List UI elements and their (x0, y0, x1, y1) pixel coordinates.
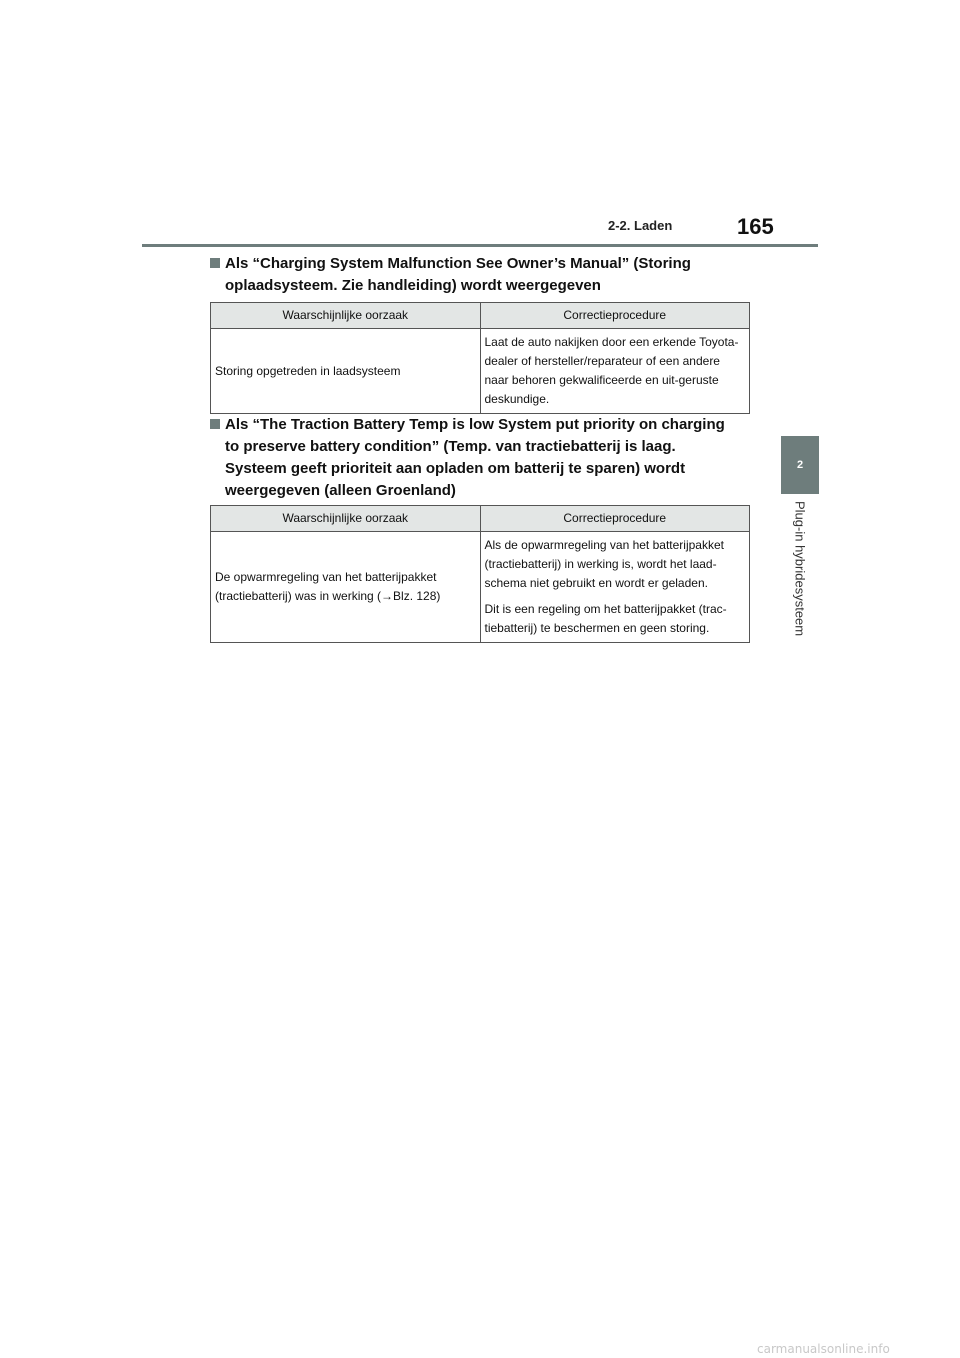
square-bullet-icon (210, 419, 220, 429)
table-row (211, 329, 750, 414)
table-header-row (211, 506, 750, 532)
procedure-text: Laat de auto nakijken door een erkende Toyota-dealer of hersteller/reparateur of een andere naar behoren gekwalificeerde en uit-geruste deskundige. (484, 335, 739, 406)
heading-text: Als “The Traction Battery Temp is low System put priority on charging to preserve battery condition” (Temp. van tractiebatterij is laag. Systeem geeft prioriteit aan opladen om batterij te sparen) wordt weergegeven (alleen Groenland) (225, 416, 725, 499)
chapter-tab (781, 436, 819, 494)
header-divider (142, 244, 818, 247)
procedure-text: Als de opwarmregeling van het batterijpakket (tractiebatterij) in werking is, wordt het laad-schema niet gebruikt en wordt er geladen. (484, 538, 724, 590)
cause-cell (211, 532, 481, 643)
page-number: 165 (737, 214, 774, 239)
square-bullet-icon (210, 258, 220, 268)
column-header-procedure: Correctieprocedure (480, 506, 750, 532)
section-heading-charging-malfunction (210, 253, 740, 297)
heading-text: Als “Charging System Malfunction See Owner’s Manual” (Storing oplaadsysteem. Zie handleiding) wordt weergegeven (225, 255, 691, 294)
section-heading-battery-temp-low (210, 414, 740, 502)
table-header-row (211, 303, 750, 329)
section-title: 2-2. Laden (608, 218, 673, 233)
procedure-text: Dit is een regeling om het batterijpakket (trac-tiebatterij) te beschermen en geen storing. (484, 602, 727, 635)
table-charging-malfunction (210, 302, 750, 414)
chapter-title: Plug-in hybridesysteem (792, 501, 808, 637)
procedure-cell (480, 329, 750, 414)
cause-cell (211, 329, 481, 414)
procedure-cell (480, 532, 750, 643)
watermark: carmanualsonline.info (757, 1342, 890, 1356)
column-header-procedure: Correctieprocedure (480, 303, 750, 329)
table-row (211, 532, 750, 643)
column-header-cause: Waarschijnlijke oorzaak (211, 303, 481, 329)
chapter-number: 2 (796, 459, 804, 471)
table-battery-temp-low (210, 505, 750, 643)
column-header-cause: Waarschijnlijke oorzaak (211, 506, 481, 532)
cause-text: Storing opgetreden in laadsysteem (215, 363, 401, 378)
cause-text: De opwarmregeling van het batterijpakket (tractiebatterij) was in werking (→Blz. 128) (215, 570, 441, 603)
